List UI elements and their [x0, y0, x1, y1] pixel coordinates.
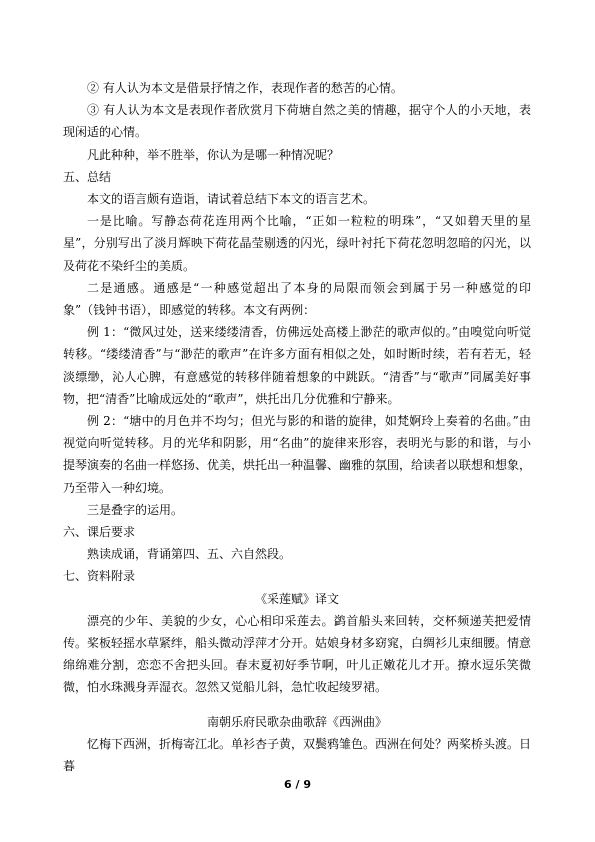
section-5-title: 五、总结	[63, 169, 112, 184]
section-5-metaphor: 一是比喻。写静态荷花连用两个比喻，“正如一粒粒的明珠”，“又如碧天里的星星”，分别写出了淡月辉映下荷花晶莹剔透的闪光，绿叶衬托下荷花忽明忽暗的闪光，以及荷花不染纤尘的美质。	[63, 214, 531, 273]
opinion-item-2: ② 有人认为本文是借景抒情之作，表现作者的愁苦的心情。	[87, 81, 403, 95]
section-5-reduplication: 三是叠字的运用。	[87, 502, 184, 517]
opinion-item-3: ③ 有人认为本文是表现作者欣赏月下荷塘自然之美的情趣，据守个人的小天地，表现闲适的心情。	[63, 103, 531, 140]
section-7-title: 七、资料附录	[63, 569, 136, 584]
cailian-title: 《采莲赋》译文	[254, 591, 339, 606]
section-6-text: 熟读成诵，背诵第四、五、六自然段。	[87, 547, 292, 562]
cailian-translation: 漂亮的少年、美貌的少女，心心相印采莲去。鹢首船头来回转，交杯频递芙把爱情传。桨板轻摇水草紧绊，船头微动浮萍才分开。姑娘身材多窈窕，白绸衫儿束细腰。情意绵绵难分割，恋恋不舍把头回。春末夏初好季节啊，叶儿正嫩花儿才开。撩水逗乐笑微微，怕水珠溅身弄湿衣。忽然又觉船儿斜，急忙收起绫罗裙。	[63, 613, 532, 695]
section-5-intro: 本文的语言颇有造诣，请试着总结下本文的语言艺术。	[87, 192, 376, 207]
document-body	[63, 77, 531, 777]
question-paragraph: 凡此种种，举不胜举，你认为是哪一种情况呢？	[87, 147, 340, 162]
section-5-example-2: 例 2：“塘中的月色并不均匀；但光与影的和谐的旋律，如梵婀玲上奏着的名曲。”由视觉向听觉转移。月的光华和阴影，用“名曲”的旋律来形容，表明光与影的和谐，与小提琴演奏的名曲一样悠扬、优美，烘托出一种温馨、幽雅的氛围，给读者以联想和想象，乃至带入一种幻境。	[63, 414, 532, 495]
xizhou-title: 南朝乐府民歌杂曲歌辞《西洲曲》	[206, 714, 387, 729]
section-5-example-1: 例 1：“微风过处，送来缕缕清香，仿佛远处高楼上渺茫的歌声似的。”由嗅觉向听觉转移。“缕缕清香”与“渺茫的歌声”在许多方面有相似之处，如时断时续，若有若无，轻淡缥缈，沁人心脾，有意感觉的转移伴随着想象的中跳跃。“清香”与“歌声”同属美好事物，把“清香”比喻成远处的“歌声”，烘托出几分优雅和宁静来。	[63, 325, 531, 406]
xizhou-text: 忆梅下西洲，折梅寄江北。单衫杏子黄，双鬓鸦雏色。西洲在何处？两桨桥头渡。日暮	[63, 736, 532, 774]
spacer	[63, 699, 531, 711]
page-number: 6 / 9	[284, 778, 311, 791]
section-5-synesthesia: 二是通感。通感是“一种感觉超出了本身的局限而领会到属于另一种感觉的印象”（钱钟书语），即感觉的转移。本文有两例：	[63, 280, 531, 318]
section-6-title: 六、课后要求	[63, 525, 136, 540]
